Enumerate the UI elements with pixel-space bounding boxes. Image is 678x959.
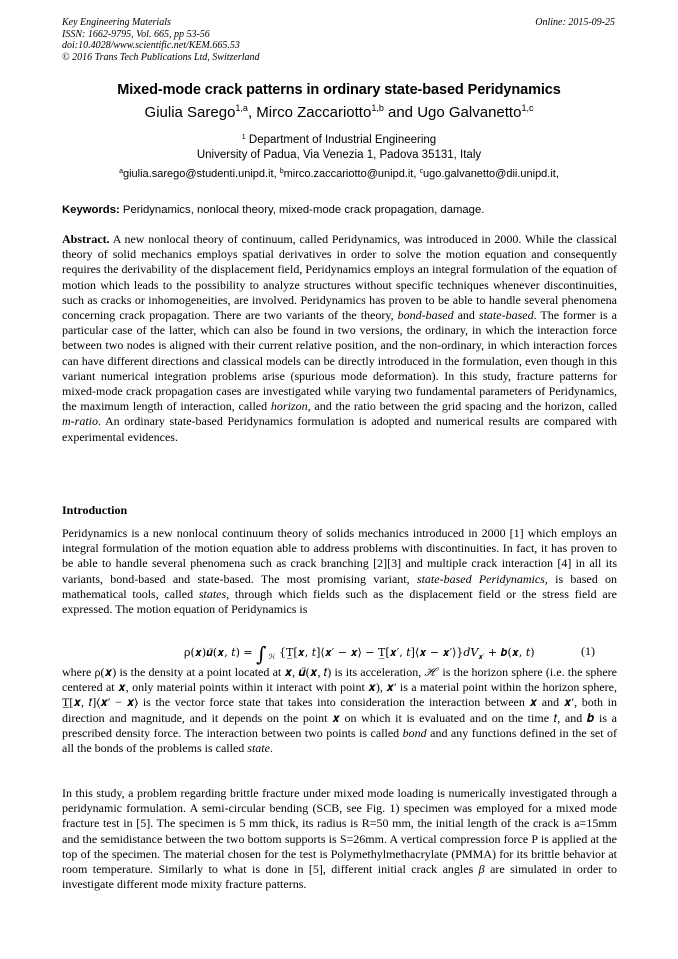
- equation-integrand: {T̲[𝒙, 𝑡]⟨𝒙′ − 𝒙⟩ − T̲[𝒙′, 𝑡]⟨𝒙 − 𝒙′⟩}𝑑𝑉: [275, 646, 479, 659]
- integral-domain: ℋ: [268, 653, 276, 662]
- author-sup: 1,a: [235, 103, 248, 113]
- term-state: state: [247, 741, 270, 756]
- email-link[interactable]: ugo.galvanetto@dii.unipd.it,: [422, 168, 559, 180]
- term-bond-based: bond-based: [397, 308, 454, 323]
- keywords-text: Peridynamics, nonlocal theory, mixed-mode crack propagation, damage.: [119, 204, 485, 216]
- abstract-text: A new nonlocal theory of continuum, called Peridynamics, was introduced in 2000. While the classical theory of solid mechanics employs spatial derivatives in order to solve the motion equation and consequently requires the derivability of the displacement field, Peridynamics employs an integral formulation of the equation of motion which leads to the possibility to analyze structures without specific techniques whenever discontinuities, such as cracks or inhomogeneities, are involved. Peridynamics has proven to be able to handle several phenomena concerning crack propagation. There are two variants of the theory,: [62, 232, 617, 323]
- volume-subscript: 𝒙′: [478, 653, 485, 662]
- intro-text: where ρ(𝒙) is the density at a point located at 𝒙, 𝒖̈(𝒙, 𝑡) is its acceleration, ℋ is the horizon sphere (i.e. the sphere centered at 𝒙, only material points within it interact with point 𝒙), 𝒙′ is a material point within the horizon sphere, T̲[𝒙, 𝑡]⟨𝒙′ − 𝒙⟩ is the vector force state that takes into consideration the interaction between 𝒙 and 𝒙′, both in direction and magnitude, and it depends on the point 𝒙 on which it is evaluated and on the time 𝑡, and 𝒃 is a prescribed density force. The interaction between two points is called: [62, 665, 617, 740]
- email-sup: c: [419, 168, 423, 175]
- term-m-ratio: m-ratio: [62, 414, 98, 429]
- equation-number: (1): [581, 644, 595, 658]
- term-state-based-peridynamics: state-based Peridynamics: [416, 571, 545, 586]
- email-link[interactable]: giulia.sarego@studenti.unipd.it,: [122, 168, 280, 180]
- term-state-based: state-based: [478, 308, 534, 323]
- author-separator: ,: [247, 104, 257, 121]
- online-date: Online: 2015-09-25: [535, 17, 615, 28]
- keywords: [62, 204, 617, 216]
- abstract-text: . An ordinary state-based Peridynamics formulation is adopted and numerical results are compared with experimental evidences.: [62, 414, 617, 444]
- author-name: Mirco Zaccariotto: [256, 104, 372, 121]
- doi-line: doi:10.4028/www.scientific.net/KEM.665.53: [62, 40, 240, 51]
- symbol-beta: β: [478, 862, 485, 877]
- email-sup: b: [279, 168, 284, 175]
- journal-meta: [62, 17, 260, 63]
- term-horizon: horizon: [270, 399, 308, 414]
- journal-name: Key Engineering Materials: [62, 17, 171, 28]
- intro-paragraph-3: [62, 786, 617, 892]
- intro-text: Peridynamics is a new nonlocal continuum theory of solids mechanics introduced in 2000 [1] which employs an integral formulation of the motion equation able to address problems with discontinuities. In fact, it has proven to be able to handle several phenomena such as crack branching [2][3] and multiple crack interaction [4] in all its variants, bond-based and state-based. The most promising variant,: [62, 526, 617, 586]
- affiliation-line: [0, 130, 678, 148]
- integral-sign: ∫: [256, 642, 267, 666]
- affiliation-department: Department of Industrial Engineering: [245, 134, 437, 146]
- author-name: Ugo Galvanetto: [417, 104, 522, 121]
- email-link[interactable]: mirco.zaccariotto@unipd.it,: [283, 168, 420, 180]
- issn-line: ISSN: 1662-9795, Vol. 665, pp 53-56: [62, 28, 210, 40]
- term-states: states: [198, 586, 227, 601]
- intro-text: and any functions defined in the set of all the bonds of the problems is called: [62, 725, 617, 756]
- equation-1: [62, 636, 617, 666]
- author-sup: 1,c: [521, 103, 534, 113]
- intro-text: In this study, a problem regarding brittle fracture under mixed mode loading is numerically investigated through a peridynamic formulation. A semi-circular bending (SCB, see Fig. 1) specimen was employed for a mixed mode fracture test in [5]. The specimen is 5 mm thick, its radius is R=50 mm, the initial length of the crack is a=15mm and the semidistance between the two bottom supports is S=26mm. A vertical compression force P is applied at the top of the specimen. The material chosen for the test is Polymethylmethacrylate (PMMA) for its brittle behavior at room temperature. Similarly to what is done in [5], different initial crack angles: [62, 786, 617, 877]
- intro-text: .: [269, 741, 273, 756]
- affiliation-sup: 1: [241, 134, 246, 141]
- intro-paragraph-2: [62, 665, 617, 756]
- email-sup: a: [119, 168, 123, 175]
- intro-text: , is based on mathematical tools, called: [62, 571, 618, 601]
- abstract: [62, 232, 617, 445]
- affiliation: [0, 130, 678, 163]
- intro-paragraph-1: [62, 526, 617, 617]
- equation-body: [184, 642, 535, 666]
- author-sup: 1,b: [371, 103, 384, 113]
- term-bond: bond: [402, 725, 427, 740]
- abstract-label: Abstract.: [62, 232, 110, 246]
- copyright-line: © 2016 Trans Tech Publications Ltd, Switzerland: [62, 51, 260, 63]
- abstract-text: , and the ratio between the grid spacing and the horizon, called: [307, 399, 618, 414]
- author-list: [0, 103, 678, 121]
- intro-text: , through which fields such as the displacement field or the stress field are expressed. The motion equation of Peridynamics is: [62, 586, 618, 617]
- author-emails: [0, 168, 678, 180]
- author-separator: and: [383, 104, 418, 121]
- paper-title: Mixed-mode crack patterns in ordinary state-based Peridynamics: [117, 82, 561, 98]
- affiliation-address: University of Padua, Via Venezia 1, Padova 35131, Italy: [196, 149, 482, 161]
- keywords-label: Keywords:: [62, 204, 120, 216]
- author-name: Giulia Sarego: [144, 104, 236, 121]
- abstract-text: . The former is a particular case of the latter, which can also be found in two versions, the ordinary, in which the interaction force between two nodes is aligned with their current relative position, and the non-ordinary, in which interaction forces can have different directions and classical models can be directly introduced in the formulation, even though in this variant numerical integration problems arise (spurious mode deformation). In this study, fracture patterns for mixed-mode crack propagation cases are investigated while varying two fundamental parameters of Peridynamics, the maximum length of interaction, called: [62, 308, 618, 414]
- intro-text: are simulated in order to investigate different mode mixity fracture patterns.: [62, 862, 617, 892]
- equation-body-force: + 𝒃(𝒙, 𝑡): [484, 646, 535, 659]
- section-heading-introduction: Introduction: [62, 503, 128, 517]
- equation-lhs: ρ(𝒙)𝒖̈(𝒙, 𝑡) =: [184, 646, 257, 659]
- abstract-text: and: [453, 308, 479, 323]
